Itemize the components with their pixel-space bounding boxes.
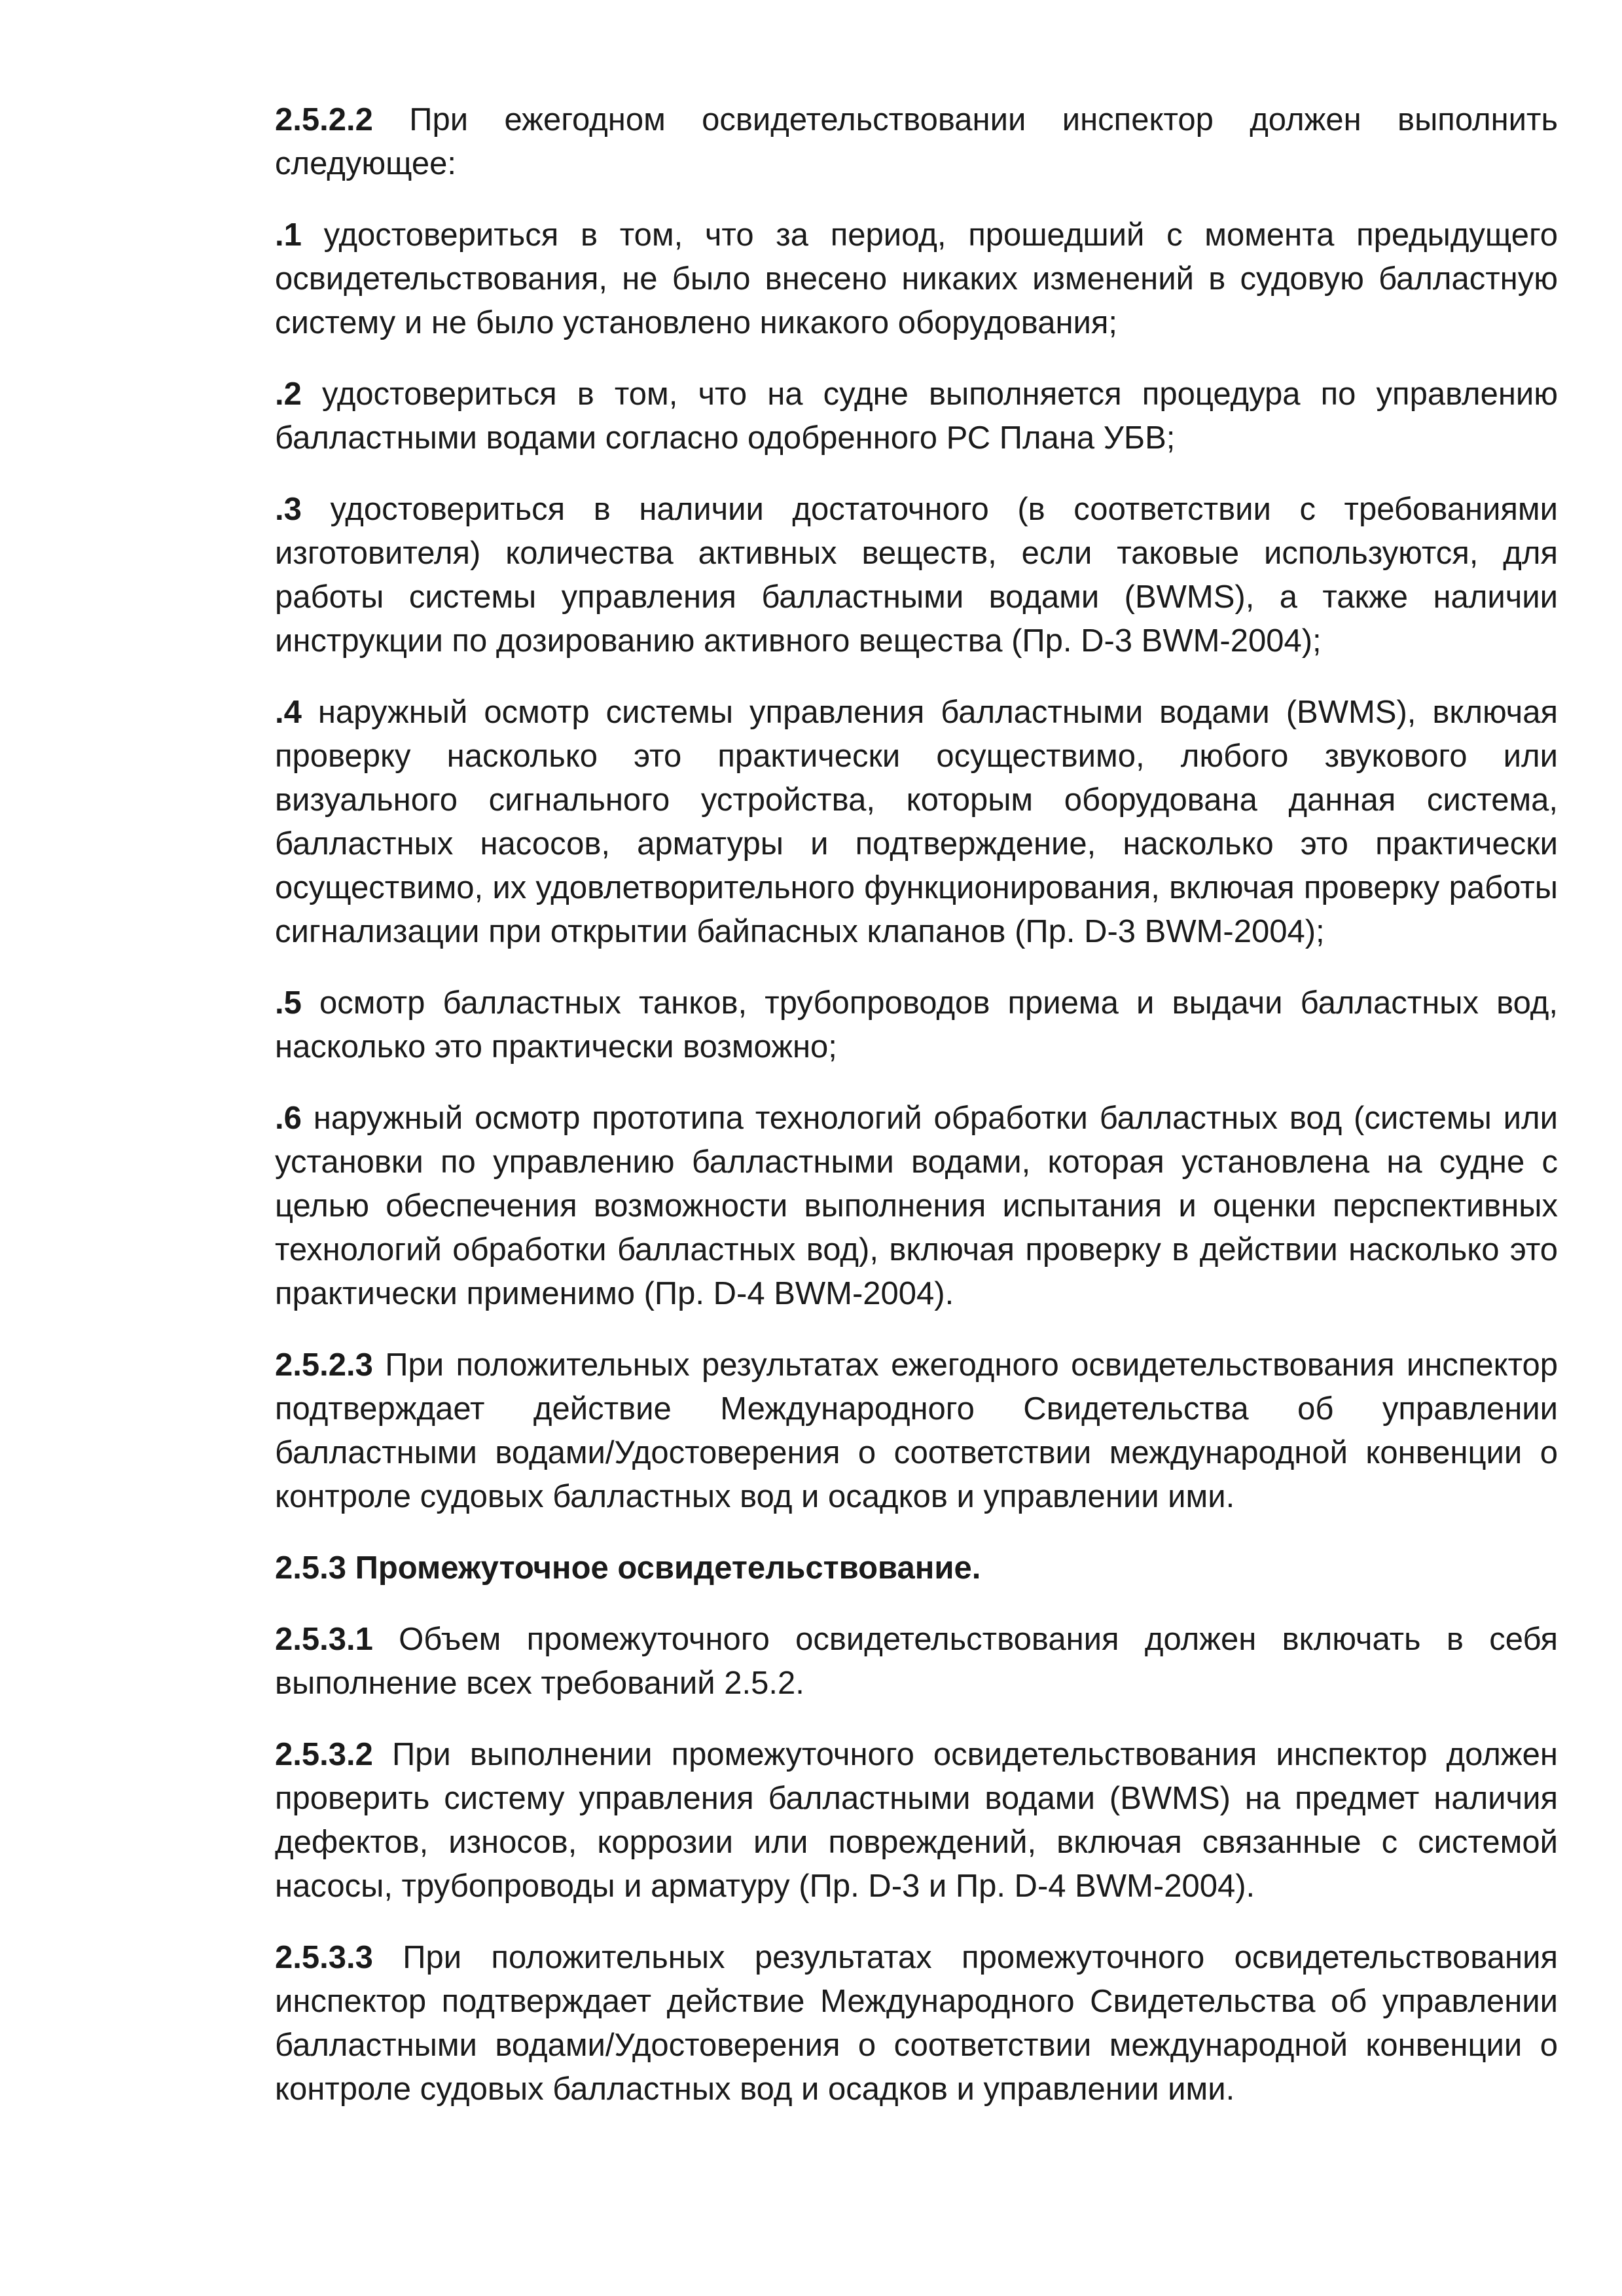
- section-heading-2-5-3: 2.5.3 Промежуточное освидетельствование.: [275, 1550, 981, 1586]
- paragraph-number: 2.5.3.1: [275, 1622, 373, 1657]
- paragraph-2-5-3-2: [275, 1733, 1558, 1908]
- paragraph-2-5-2-3: [275, 1343, 1558, 1519]
- paragraph-text: При ежегодном освидетельствовании инспектор должен выполнить следующее:: [275, 102, 1558, 181]
- paragraph-number: 2.5.3.2: [275, 1737, 373, 1772]
- list-item-text: осмотр балластных танков, трубопроводов приема и выдачи балластных вод, насколько это практически возможно;: [275, 985, 1558, 1065]
- list-item-number: .5: [275, 985, 302, 1021]
- list-item-number: .4: [275, 695, 302, 730]
- list-item-4: [275, 691, 1558, 954]
- paragraph-number: 2.5.2.2: [275, 102, 373, 137]
- list-item-text: наружный осмотр прототипа технологий обработки балластных вод (системы или установки по управлению балластными водами, которая установлена на судне с целью обеспечения возможности выполнения испытания и оценки перспективных технологий обработки балластных вод), включая проверку в действии насколько это практически применимо (Пр. D-4 BWM-2004).: [275, 1101, 1558, 1311]
- list-item-2: [275, 373, 1558, 460]
- list-item-number: .6: [275, 1101, 302, 1136]
- list-item-1: [275, 213, 1558, 345]
- list-item-number: .1: [275, 217, 302, 253]
- paragraph-number: 2.5.2.3: [275, 1347, 373, 1383]
- paragraph-2-5-3-1: [275, 1618, 1558, 1705]
- list-item-number: .2: [275, 376, 302, 412]
- list-item-text: наружный осмотр системы управления балластными водами (BWMS), включая проверку насколько это практически осуществимо, любого звукового или визуального сигнального устройства, которым оборудована данная система, балластных насосов, арматуры и подтверждение, насколько это практически осуществимо, их удовлетворительного функционирования, включая проверку работы сигнализации при открытии байпасных клапанов (Пр. D-3 BWM-2004);: [275, 695, 1558, 949]
- paragraph-2-5-2-2: [275, 98, 1558, 186]
- document-page: [275, 98, 1558, 2139]
- paragraph-text: При положительных результатах ежегодного освидетельствования инспектор подтверждает действие Международного Свидетельства об управлении балластными водами/Удостоверения о соответствии международной конвенции о контроле судовых балластных вод и осадков и управлении ими.: [275, 1347, 1558, 1514]
- list-item-text: удостовериться в том, что за период, прошедший с момента предыдущего освидетельствования, не было внесено никаких изменений в судовую балластную систему и не было установлено никакого оборудования;: [275, 217, 1558, 340]
- paragraph-text: При положительных результатах промежуточного освидетельствования инспектор подтверждает действие Международного Свидетельства об управлении балластными водами/Удостоверения о соответствии международной конвенции о контроле судовых балластных вод и осадков и управлении ими.: [275, 1940, 1558, 2107]
- list-item-6: [275, 1097, 1558, 1316]
- list-item-text: удостовериться в наличии достаточного (в соответствии с требованиями изготовителя) количества активных веществ, если таковые используются, для работы системы управления балластными водами (BWMS), а также наличии инструкции по дозированию активного вещества (Пр. D-3 BWM-2004);: [275, 492, 1558, 659]
- list-item-number: .3: [275, 492, 302, 527]
- paragraph-2-5-3-3: [275, 1936, 1558, 2111]
- list-item-5: [275, 981, 1558, 1069]
- list-item-text: удостовериться в том, что на судне выполняется процедура по управлению балластными водами согласно одобренного РС Плана УБВ;: [275, 376, 1558, 456]
- list-item-3: [275, 488, 1558, 663]
- paragraph-text: Объем промежуточного освидетельствования должен включать в себя выполнение всех требований 2.5.2.: [275, 1622, 1558, 1701]
- paragraph-number: 2.5.3.3: [275, 1940, 373, 1975]
- paragraph-text: При выполнении промежуточного освидетельствования инспектор должен проверить систему управления балластными водами (BWMS) на предмет наличия дефектов, износов, коррозии или повреждений, включая связанные с системой насосы, трубопроводы и арматуру (Пр. D-3 и Пр. D-4 BWM-2004).: [275, 1737, 1558, 1904]
